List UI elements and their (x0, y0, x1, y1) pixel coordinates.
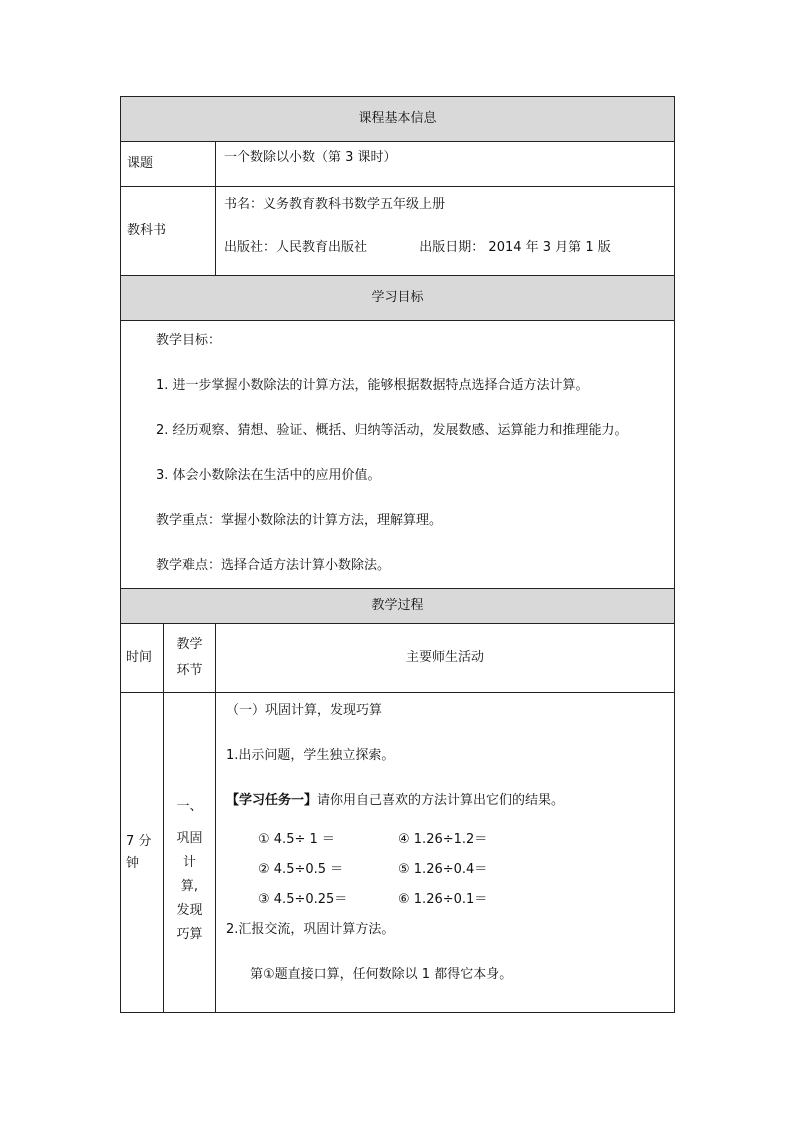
stage-cell: 一、 巩固 计 算, 发现 巧算 (164, 693, 216, 1013)
objectives-heading: 教学目标： (156, 333, 222, 348)
key-point: 教学重点：掌握小数除法的计算方法，理解算理。 (156, 513, 443, 528)
objective-item: 3. 体会小数除法在生活中的应用价值。 (156, 468, 381, 483)
calculation-grid (258, 832, 674, 908)
calc-item: ③ 4.5÷0.25＝ (258, 892, 348, 907)
difficulty-point: 教学难点：选择合适方法计算小数除法。 (156, 558, 391, 573)
textbook-publisher: 出版社：人民教育出版社 (224, 240, 368, 255)
calc-item: ② 4.5÷0.5 ＝ (258, 862, 344, 877)
section-header-objectives: 学习目标 (121, 276, 675, 321)
column-header-time: 时间 (121, 624, 164, 693)
calc-item: ④ 1.26÷1.2＝ (398, 832, 488, 847)
calc-item: ① 4.5÷ 1 ＝ (258, 832, 335, 847)
calc-item: ⑥ 1.26÷0.1＝ (398, 892, 488, 907)
calc-item: ⑤ 1.26÷0.4＝ (398, 862, 488, 877)
lesson-plan-table (120, 96, 675, 1013)
textbook-label: 教科书 (121, 187, 216, 276)
activity-step1: 1.出示问题，学生独立探索。 (226, 748, 395, 763)
textbook-name: 书名：义务教育教科书数学五年级上册 (224, 197, 446, 212)
textbook-publisher-row (224, 240, 674, 256)
learning-task-text: 请你用自己喜欢的方法计算出它们的结果。 (317, 793, 565, 808)
topic-label: 课题 (121, 142, 216, 187)
section-header-basic: 课程基本信息 (121, 97, 675, 142)
topic-value: 一个数除以小数（第 3 课时） (216, 142, 675, 187)
objective-item: 1. 进一步掌握小数除法的计算方法，能够根据数据特点选择合适方法计算。 (156, 378, 589, 393)
textbook-info (216, 187, 675, 276)
activity-step2: 2.汇报交流，巩固计算方法。 (226, 922, 395, 937)
objectives-block (121, 321, 675, 589)
section-header-process: 教学过程 (121, 589, 675, 624)
learning-task-label: 【学习任务一】 (226, 793, 318, 808)
column-header-activity: 主要师生活动 (216, 624, 675, 693)
textbook-date: 出版日期： 2014 年 3 月第 1 版 (419, 240, 611, 255)
activity-title: （一）巩固计算，发现巧算 (226, 703, 383, 718)
time-cell: 7 分 钟 (121, 693, 164, 1013)
objective-item: 2. 经历观察、猜想、验证、概括、归纳等活动，发展数感、运算能力和推理能力。 (156, 423, 628, 438)
column-header-stage: 教学 环节 (164, 624, 216, 693)
activity-note: 第①题直接口算，任何数除以 1 都得它本身。 (250, 967, 513, 982)
activity-cell (216, 693, 675, 1013)
